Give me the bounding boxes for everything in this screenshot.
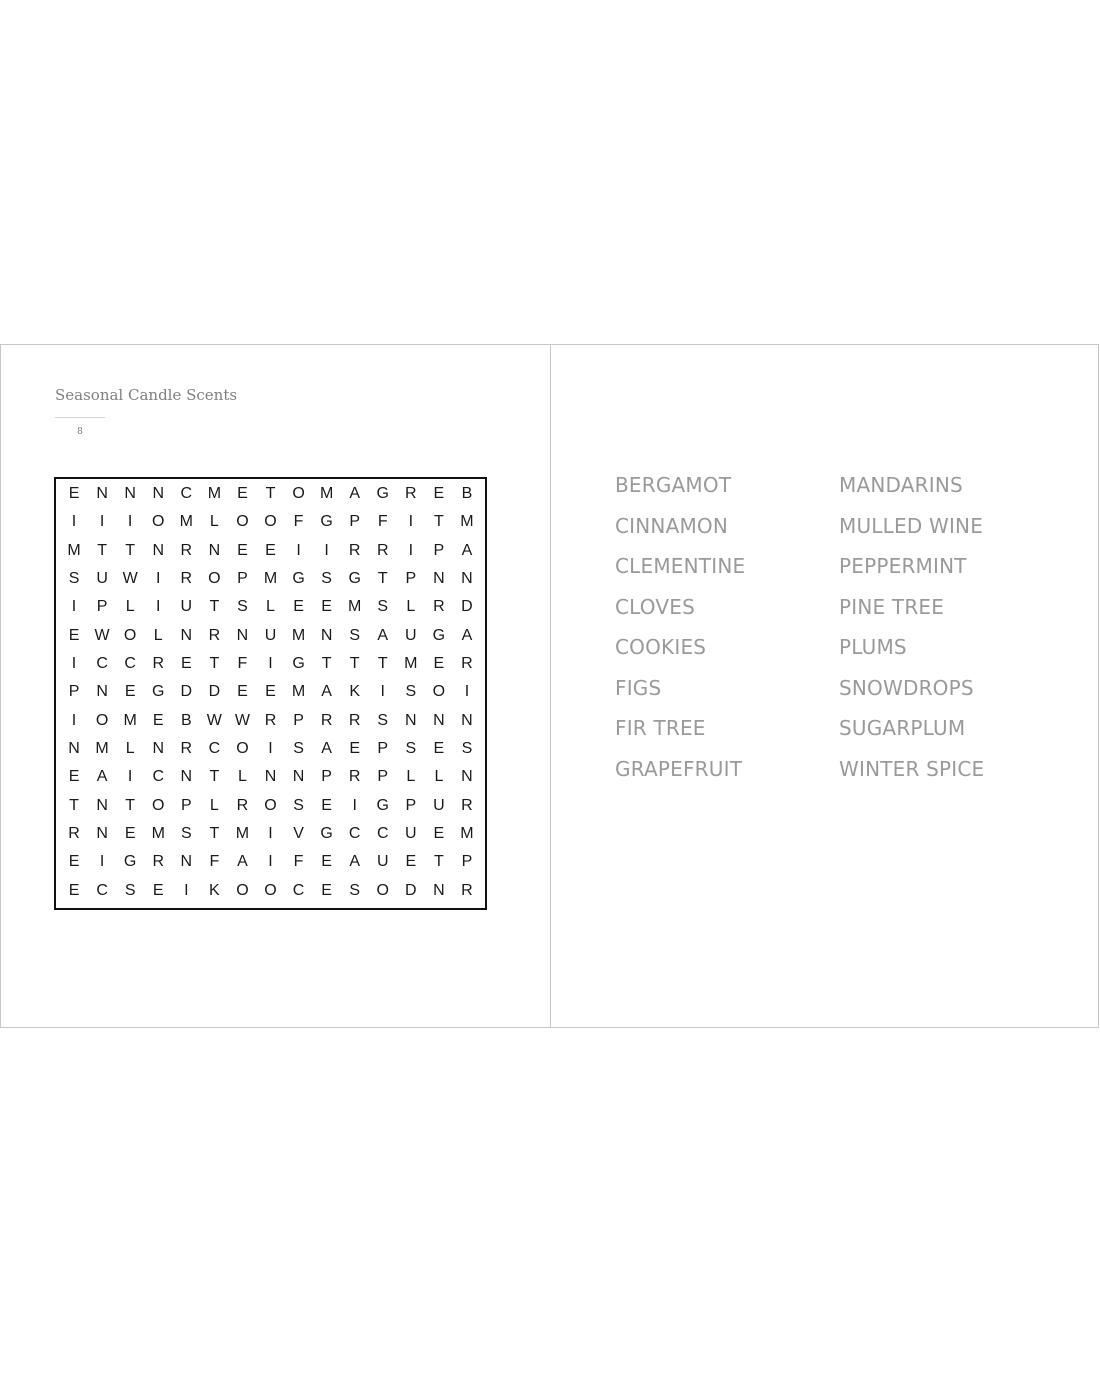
grid-cell[interactable]: P [96,598,108,616]
grid-cell[interactable]: L [406,598,416,616]
grid-cell[interactable]: C [124,655,136,673]
left-page [1,345,550,1027]
grid-cell[interactable]: N [208,541,221,559]
grid-cell[interactable]: C [348,825,361,843]
word-list-column-2 [839,470,1059,794]
grid-cell[interactable]: P [180,796,192,814]
grid-cell[interactable]: S [377,598,389,616]
grid-cell[interactable]: E [349,740,361,758]
grid-cell[interactable]: R [405,485,417,503]
grid-cell[interactable]: C [96,655,108,673]
grid-cell[interactable]: W [206,711,222,729]
grid-cell[interactable]: M [179,513,193,531]
grid-cell[interactable]: I [324,541,329,559]
grid-cell[interactable]: C [180,485,193,503]
grid-cell[interactable]: P [377,768,389,786]
grid-cell[interactable]: N [68,740,80,758]
grid-cell[interactable]: K [209,881,220,899]
grid-cell[interactable]: O [264,796,277,814]
grid-cell[interactable]: D [180,683,193,701]
word-list-item: CLEMENTINE [615,554,746,578]
grid-cell[interactable]: E [405,853,417,871]
grid-cell[interactable]: T [434,853,444,871]
word-list-item: FIGS [615,675,662,700]
grid-cell[interactable]: S [405,683,417,701]
grid-cell[interactable]: R [376,541,389,559]
page-number: 8 [77,427,83,437]
grid-cell[interactable]: N [180,768,193,786]
grid-cell[interactable]: L [406,768,416,786]
grid-cell[interactable]: B [180,711,192,729]
grid-cell[interactable]: S [180,825,192,843]
grid-cell[interactable]: O [95,711,109,729]
grid-cell[interactable]: T [321,655,332,673]
grid-cell[interactable]: E [152,881,164,899]
grid-cell[interactable]: M [460,513,474,531]
grid-cell[interactable]: M [291,683,306,701]
grid-cell[interactable]: T [97,541,107,559]
grid-cell[interactable]: N [461,711,473,729]
grid-cell[interactable]: W [122,570,138,588]
grid-cell[interactable]: E [68,626,80,644]
word-list-item: SNOWDROPS [839,675,974,700]
grid-cell[interactable]: C [208,740,221,758]
grid-cell[interactable]: N [433,881,445,899]
grid-cell[interactable]: D [208,683,221,701]
grid-cell[interactable]: C [292,881,305,899]
title-rule [55,417,105,418]
grid-cell[interactable]: L [125,598,135,616]
grid-cell[interactable]: M [291,626,306,644]
grid-cell[interactable]: U [376,853,389,871]
grid-cell[interactable]: D [461,598,473,616]
grid-cell[interactable]: F [377,513,388,531]
grid-cell[interactable]: I [268,825,273,843]
grid-cell[interactable]: G [292,570,305,588]
grid-cell[interactable]: M [123,711,137,729]
grid-cell[interactable]: N [96,485,108,503]
grid-cell[interactable]: L [209,796,219,814]
grid-cell[interactable]: M [95,740,109,758]
grid-cell[interactable]: U [96,570,108,588]
grid-cell[interactable]: G [123,853,137,871]
grid-cell[interactable]: A [321,740,332,758]
word-list-item: SUGARPLUM [839,716,966,740]
grid-cell[interactable]: G [292,655,305,673]
grid-cell[interactable]: T [434,513,444,531]
grid-cell[interactable]: T [265,485,276,503]
grid-cell[interactable]: I [352,796,357,814]
grid-cell[interactable]: A [377,626,389,644]
grid-cell[interactable]: L [266,598,275,616]
grid-cell[interactable]: D [405,881,417,899]
grid-cell[interactable]: E [237,485,248,503]
grid-cell[interactable]: I [99,853,105,871]
grid-cell[interactable]: O [264,513,277,531]
grid-cell[interactable]: L [209,513,219,531]
grid-cell[interactable]: B [461,485,473,503]
grid-cell[interactable]: E [68,853,80,871]
grid-cell[interactable]: N [180,853,193,871]
grid-cell[interactable]: A [96,768,108,786]
grid-cell[interactable]: U [180,598,193,616]
grid-cell[interactable]: I [71,711,77,729]
grid-cell[interactable]: P [377,740,389,758]
grid-cell[interactable]: M [348,598,362,616]
grid-cell[interactable]: S [321,570,332,588]
grid-cell[interactable]: C [376,825,389,843]
grid-cell[interactable]: G [432,626,446,644]
grid-cell[interactable]: S [293,740,304,758]
grid-cell[interactable]: N [96,796,108,814]
grid-cell[interactable]: W [94,626,110,644]
grid-cell[interactable]: R [152,853,164,871]
grid-cell[interactable]: I [156,598,161,616]
grid-cell[interactable]: T [209,825,220,843]
grid-cell[interactable]: R [461,881,473,899]
grid-cell[interactable]: G [320,513,333,531]
grid-cell[interactable]: F [293,513,304,531]
grid-cell[interactable]: N [292,768,305,786]
grid-cell[interactable]: N [320,626,333,644]
grid-cell[interactable]: O [432,683,446,701]
grid-cell[interactable]: I [408,541,414,559]
grid-cell[interactable]: M [207,485,222,503]
word-list-item: PLUMS [839,635,907,659]
grid-cell[interactable]: R [348,768,361,786]
grid-cell[interactable]: I [380,683,385,701]
grid-cell[interactable]: I [268,740,273,758]
grid-cell[interactable]: E [433,825,445,843]
grid-cell[interactable]: N [264,768,277,786]
grid-cell[interactable]: I [296,541,301,559]
grid-cell[interactable]: T [125,541,136,559]
word-list-item: WINTER SPICE [839,756,985,781]
grid-cell[interactable]: E [124,683,136,701]
word-search-grid[interactable] [54,477,487,910]
grid-cell[interactable]: M [67,541,81,559]
grid-cell[interactable]: M [151,825,165,843]
grid-cell[interactable]: I [408,513,414,531]
grid-cell[interactable]: P [68,683,80,701]
grid-cell[interactable]: E [433,740,445,758]
grid-cell[interactable]: T [69,796,79,814]
grid-cell[interactable]: E [237,683,248,701]
grid-cell[interactable]: P [237,570,248,588]
grid-cell[interactable]: O [292,485,305,503]
grid-cell[interactable]: R [320,711,333,729]
grid-cell[interactable]: A [461,626,473,644]
grid-cell[interactable]: O [376,881,389,899]
grid-cell[interactable]: E [152,711,164,729]
grid-cell[interactable]: E [68,768,80,786]
grid-cell[interactable]: O [208,570,221,588]
grid-cell[interactable]: V [293,825,304,843]
grid-cell[interactable]: E [321,598,332,616]
grid-cell[interactable]: M [235,825,250,843]
grid-cell[interactable]: T [377,655,388,673]
grid-cell[interactable]: I [184,881,189,899]
grid-cell[interactable]: P [349,513,361,531]
grid-cell[interactable]: E [321,853,332,871]
grid-cell[interactable]: M [263,570,278,588]
grid-cell[interactable]: S [405,740,417,758]
grid-cell[interactable]: E [124,825,136,843]
grid-cell[interactable]: C [152,768,164,786]
word-list-item: PEPPERMINT [839,554,967,578]
grid-cell[interactable]: M [404,655,418,673]
grid-cell[interactable]: P [293,711,304,729]
grid-cell[interactable]: N [96,825,108,843]
grid-cell[interactable]: W [234,711,250,729]
grid-cell[interactable]: M [460,825,474,843]
grid-cell[interactable]: O [236,881,249,899]
grid-cell[interactable]: I [464,683,470,701]
grid-cell[interactable]: S [349,626,361,644]
grid-cell[interactable]: O [236,740,249,758]
grid-cell[interactable]: R [348,541,361,559]
grid-cell[interactable]: A [349,853,361,871]
grid-cell[interactable]: R [348,711,361,729]
word-list [615,470,1059,794]
grid-cell[interactable]: E [433,655,445,673]
grid-cell[interactable]: C [96,881,108,899]
grid-cell[interactable]: E [265,541,276,559]
grid-cell[interactable]: R [152,655,164,673]
grid-cell[interactable]: U [433,796,445,814]
grid-cell[interactable]: E [265,683,276,701]
grid-cell[interactable]: N [152,740,164,758]
grid-cell[interactable]: N [152,541,164,559]
grid-cell[interactable]: I [156,570,161,588]
grid-cell[interactable]: P [433,541,445,559]
word-list-item: FIR TREE [615,716,706,740]
grid-cell[interactable]: I [268,655,273,673]
grid-cell[interactable]: S [377,711,389,729]
grid-cell[interactable]: F [209,853,220,871]
grid-cell[interactable]: I [71,655,77,673]
word-list-column-1 [615,470,839,794]
grid-cell[interactable]: R [461,796,473,814]
grid-cell[interactable]: P [461,853,473,871]
grid-cell[interactable]: R [68,825,80,843]
grid-cell[interactable]: R [264,711,277,729]
grid-cell[interactable]: A [461,541,473,559]
grid-cell[interactable]: P [405,796,417,814]
grid-cell[interactable]: I [127,768,133,786]
book-spread [0,344,1099,1028]
grid-cell[interactable]: G [348,570,361,588]
grid-cell[interactable]: N [124,485,136,503]
grid-cell[interactable]: N [152,485,164,503]
grid-cell[interactable]: A [237,853,248,871]
grid-cell[interactable]: O [264,881,277,899]
grid-cell[interactable]: T [349,655,360,673]
word-list-item: CLOVES [615,594,695,619]
grid-cell[interactable]: I [71,598,77,616]
grid-cell[interactable]: I [268,853,273,871]
word-list-item: GRAPEFRUIT [615,756,743,781]
grid-cell[interactable]: S [349,881,361,899]
grid-cell[interactable]: K [349,683,361,701]
word-list-item: PINE TREE [839,594,945,619]
grid-cell[interactable]: N [433,711,445,729]
word-list-item: MULLED WINE [839,513,984,538]
grid-cell[interactable]: E [180,655,192,673]
grid-cell[interactable]: R [208,626,221,644]
grid-cell[interactable]: N [180,626,193,644]
grid-cell[interactable]: T [125,796,136,814]
grid-cell[interactable]: E [237,541,248,559]
grid-cell[interactable]: T [209,768,220,786]
grid-cell[interactable]: O [152,513,165,531]
grid-cell[interactable]: O [236,513,249,531]
grid-cell[interactable]: R [461,655,473,673]
grid-cell[interactable]: S [293,796,304,814]
word-list-item: MANDARINS [839,473,963,497]
grid-cell[interactable]: M [319,485,334,503]
grid-cell[interactable]: F [293,853,304,871]
grid-cell[interactable]: L [125,740,135,758]
word-list-item: COOKIES [615,635,707,659]
grid-cell[interactable]: N [405,711,417,729]
grid-cell[interactable]: S [124,881,136,899]
grid-cell[interactable]: N [461,570,473,588]
grid-cell[interactable]: G [376,485,389,503]
grid-cell[interactable]: L [434,768,444,786]
grid-cell[interactable]: A [349,485,361,503]
grid-cell[interactable]: T [209,598,220,616]
grid-cell[interactable]: R [180,740,193,758]
grid-cell[interactable]: S [237,598,248,616]
grid-cell[interactable]: L [153,626,163,644]
grid-cell[interactable]: I [127,513,133,531]
word-list-item: CINNAMON [615,513,729,538]
grid-cell[interactable]: G [152,683,165,701]
grid-cell[interactable]: E [321,796,332,814]
grid-cell[interactable]: U [405,825,417,843]
grid-cell[interactable]: G [320,825,333,843]
grid-cell[interactable]: I [71,513,77,531]
right-page [551,345,1099,1027]
grid-cell[interactable]: S [461,740,473,758]
grid-cell[interactable]: R [433,598,445,616]
grid-cell[interactable]: N [236,626,249,644]
grid-cell[interactable]: O [152,796,165,814]
grid-cell[interactable]: E [293,598,304,616]
grid-cell[interactable]: F [237,655,248,673]
grid-cell[interactable]: E [433,485,445,503]
page-title: Seasonal Candle Scents [55,386,238,404]
grid-cell[interactable]: L [237,768,247,786]
grid-cell[interactable]: T [377,570,388,588]
grid-cell[interactable]: E [68,881,80,899]
grid-cell[interactable]: U [405,626,417,644]
grid-cell[interactable]: I [99,513,105,531]
grid-cell[interactable]: N [433,570,445,588]
grid-cell[interactable]: R [236,796,249,814]
grid-cell[interactable]: E [321,881,332,899]
grid-cell[interactable]: T [209,655,220,673]
grid-cell[interactable]: S [68,570,80,588]
grid-cell[interactable]: U [264,626,277,644]
grid-cell[interactable]: O [123,626,137,644]
word-list-item: BERGAMOT [615,473,732,497]
grid-cell[interactable]: R [180,541,193,559]
grid-cell[interactable]: E [68,485,80,503]
grid-cell[interactable]: N [96,683,108,701]
grid-cell[interactable]: A [321,683,332,701]
grid-cell[interactable]: G [376,796,389,814]
grid-cell[interactable]: P [321,768,332,786]
grid-cell[interactable]: R [180,570,193,588]
grid-cell[interactable]: P [405,570,417,588]
grid-cell[interactable]: N [461,768,473,786]
